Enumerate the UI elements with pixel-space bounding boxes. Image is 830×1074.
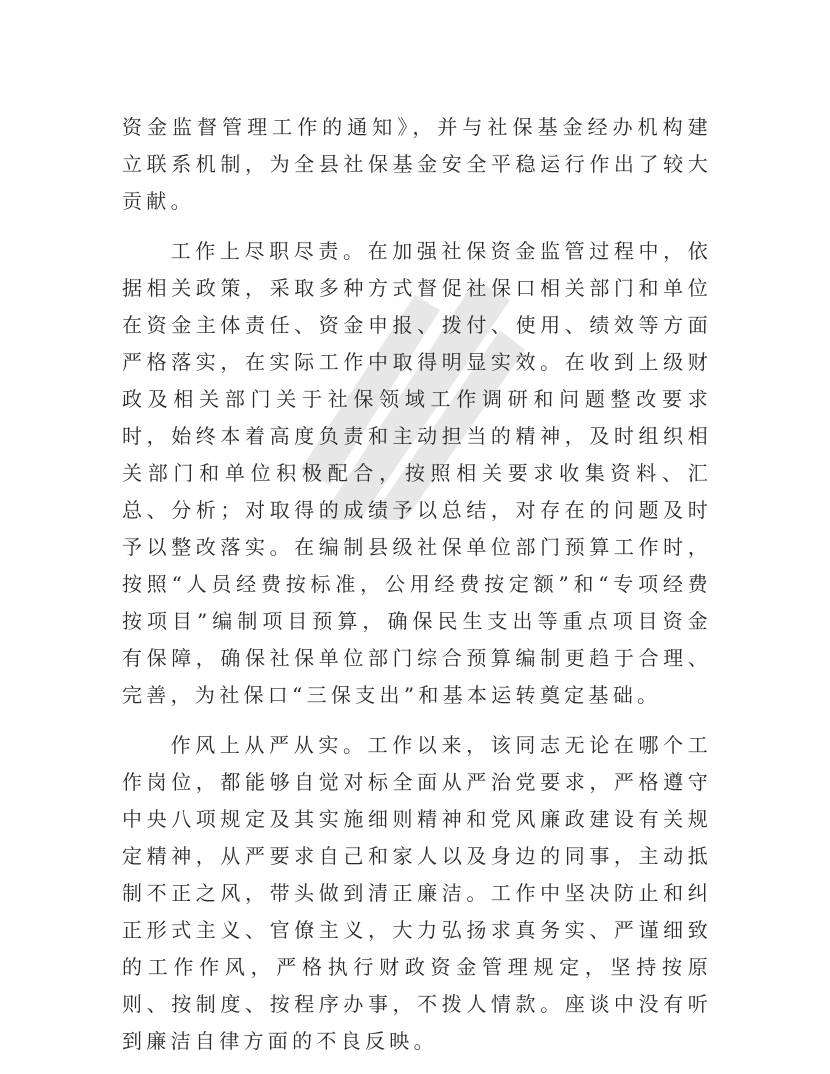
document-body (122, 109, 712, 1073)
paragraph-work-style: 作风上从严从实。工作以来，该同志无论在哪个工作岗位，都能够自觉对标全面从严治党要求，严格遵守中央八项规定及其实施细则精神和党风廉政建设有关规定精神，从严要求自己和家人以及身边的同事，主动抵制不正之风，带头做到清正廉洁。工作中坚决防止和纠正形式主义、官僚主义，大力弘扬求真务实、严谨细致的工作作风，严格执行财政资金管理规定，坚持按原则、按制度、按程序办事，不拨人情款。座谈中没有听到廉洁自律方面的不良反映。 (122, 733, 712, 1053)
paragraph-work-responsibility: 工作上尽职尽责。在加强社保资金监管过程中，依据相关政策，采取多种方式督促社保口相关部门和单位在资金主体责任、资金申报、拨付、使用、绩效等方面严格落实，在实际工作中取得明显实效。在收到上级财政及相关部门关于社保领域工作调研和问题整改要求时，始终本着高度负责和主动担当的精神，及时组织相关部门和单位积极配合，按照相关要求收集资料、汇总、分析；对取得的成绩予以总结，对存在的问题及时予以整改落实。在编制县级社保单位部门预算工作时，按照“人员经费按标准，公用经费按定额”和“专项经费按项目”编制项目预算，确保民生支出等重点项目资金有保障，确保社保单位部门综合预算编制更趋于合理、完善，为社保口“三保支出”和基本运转奠定基础。 (122, 239, 712, 707)
paragraph-1: 资金监督管理工作的通知》，并与社保基金经办机构建立联系机制，为全县社保基金安全平稳运行作出了较大贡献。 (122, 115, 712, 213)
